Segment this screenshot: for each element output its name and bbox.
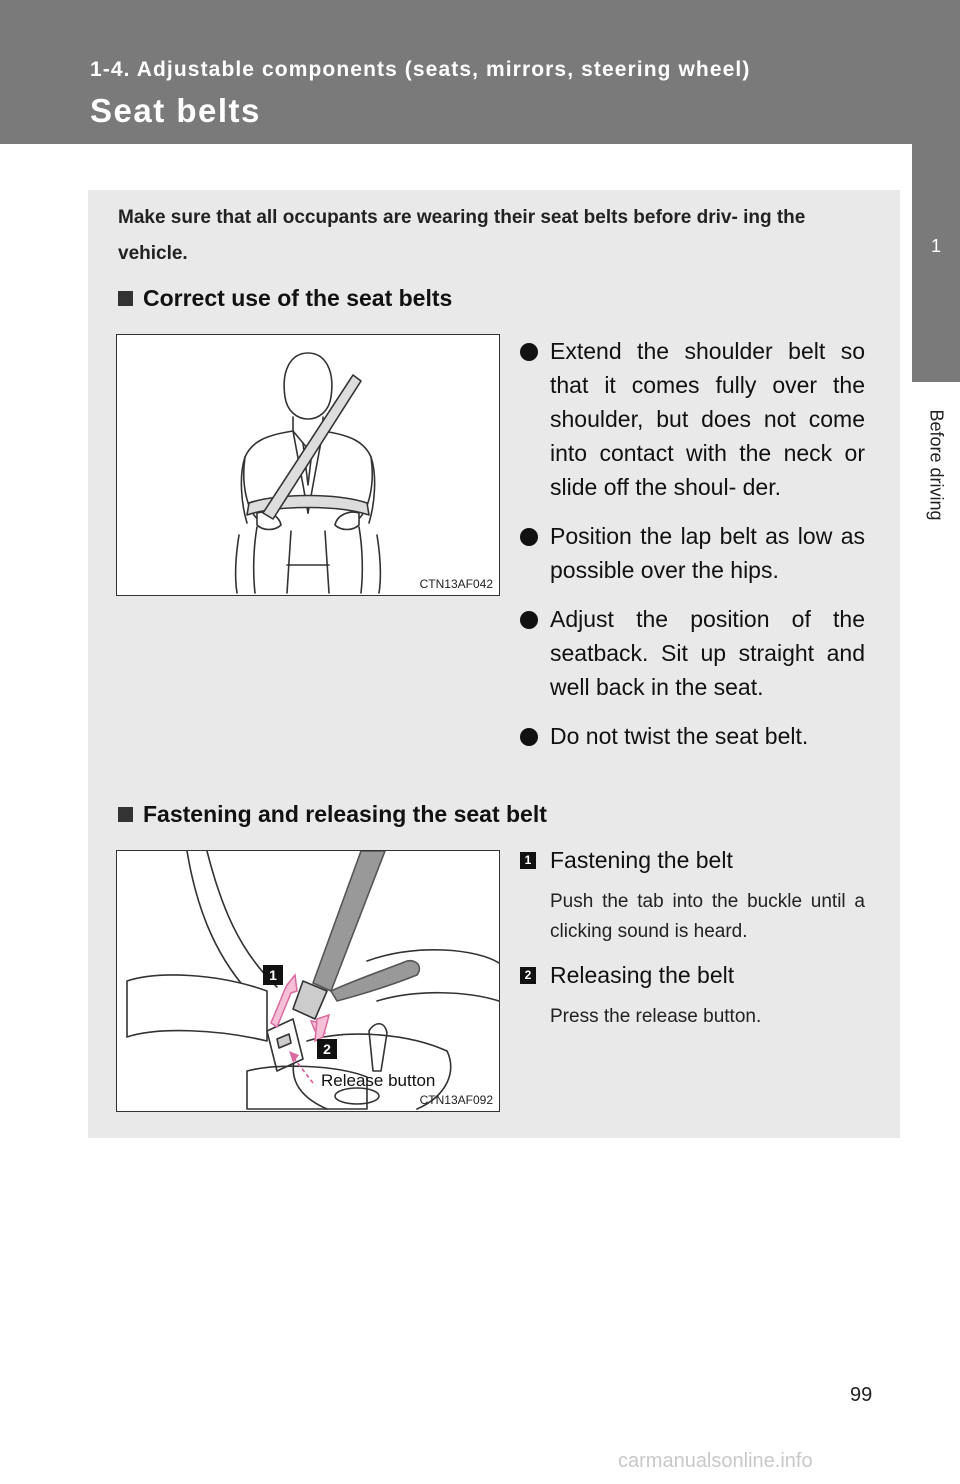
step-description: Push the tab into the buckle until a clicking sound is heard.	[550, 891, 865, 942]
list-item	[520, 602, 865, 704]
step-fastening	[520, 845, 865, 947]
page-title: Seat belts	[90, 92, 261, 129]
chapter-tab	[912, 144, 960, 382]
page-header	[0, 0, 960, 144]
buckle-illustration	[117, 851, 499, 1111]
intro-text: Make sure that all occupants are wearing their seat belts before driv- ing the vehicle.	[118, 207, 806, 264]
chapter-label-text: Before driving	[926, 409, 947, 521]
watermark: carmanualsonline.info	[618, 1450, 813, 1472]
bullet-dot-icon	[520, 343, 538, 361]
section-title: 1-4. Adjustable components (seats, mirrors, steering wheel)	[90, 58, 751, 81]
step-number-box: 1	[520, 852, 536, 869]
figure-seated-person	[116, 334, 500, 596]
list-item	[520, 719, 865, 753]
callout-1-marker: 1	[263, 965, 283, 985]
step-releasing	[520, 960, 865, 1032]
figure-code: CTN13AF092	[419, 1093, 493, 1107]
figure-buckle	[116, 850, 500, 1112]
list-item	[520, 334, 865, 504]
step-title: Releasing the belt	[550, 962, 735, 988]
step-title: Fastening the belt	[550, 847, 733, 873]
figure-code: CTN13AF042	[419, 577, 493, 591]
heading-correct-use	[118, 285, 452, 312]
step-heading	[520, 845, 865, 875]
bullet-list	[520, 334, 865, 768]
bullet-text: Do not twist the seat belt.	[550, 723, 809, 749]
bullet-text: Position the lap belt as low as possible over the hips.	[550, 523, 865, 583]
bullet-dot-icon	[520, 611, 538, 629]
heading-fastening-text: Fastening and releasing the seat belt	[143, 801, 547, 827]
seated-person-illustration	[117, 335, 499, 595]
list-item	[520, 519, 865, 587]
page-number: 99	[850, 1384, 873, 1406]
bullet-text: Adjust the position of the seatback. Sit up straight and well back in the seat.	[550, 606, 865, 700]
square-bullet-icon	[118, 291, 133, 306]
callout-2-marker: 2	[317, 1039, 337, 1059]
bullet-dot-icon	[520, 528, 538, 546]
bullet-text: Extend the shoulder belt so that it comes fully over the shoulder, but does not come into contact with the neck or slide off the shoul- der.	[550, 338, 865, 500]
release-button-label: Release button	[321, 1071, 436, 1090]
step-number-box: 2	[520, 967, 536, 984]
square-bullet-icon	[118, 807, 133, 822]
chapter-number: 1	[930, 236, 941, 256]
heading-fastening	[118, 801, 547, 828]
step-heading	[520, 960, 865, 990]
heading-correct-use-text: Correct use of the seat belts	[143, 285, 453, 311]
bullet-dot-icon	[520, 728, 538, 746]
step-description: Press the release button.	[550, 1006, 762, 1027]
